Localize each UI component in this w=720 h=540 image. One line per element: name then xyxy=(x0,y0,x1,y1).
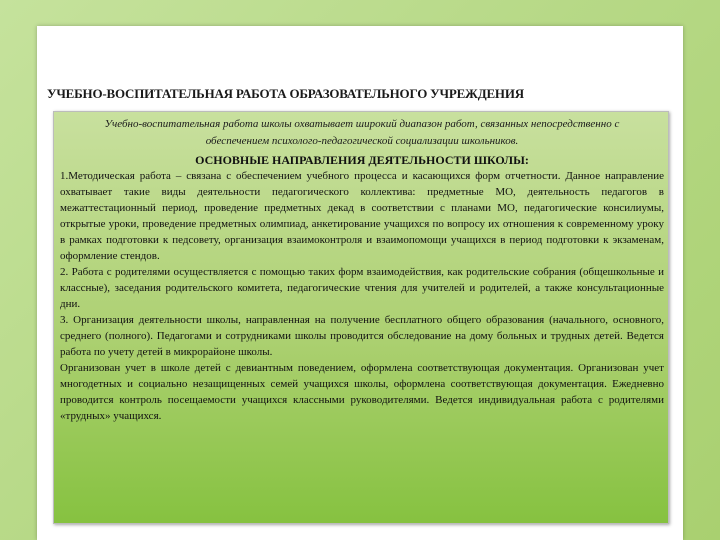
slide-title: УЧЕБНО-ВОСПИТАТЕЛЬНАЯ РАБОТА ОБРАЗОВАТЕЛЬНОГО УЧРЕЖДЕНИЯ xyxy=(47,86,524,101)
section-heading: ОСНОВНЫЕ НАПРАВЛЕНИЯ ДЕЯТЕЛЬНОСТИ ШКОЛЫ: xyxy=(195,153,529,167)
paragraph-school-organization: 3. Организация деятельности школы, направленная на получение бесплатного общего образования (начального, основного, среднего (полного). Педагогами и сотрудниками школы проводится обследование на дому больных и трудных детей. Ведется работа по учету детей в микрорайоне школы. xyxy=(60,314,664,358)
content-box xyxy=(53,111,669,524)
paragraph-student-accounting: Организован учет в школе детей с девиантным поведением, оформлена соответствующая документация. Организован учет многодетных и социально незащищенных семей учащихся школы, оформлена соответствующая документация. Ежедневно проводится контроль посещаемости учащихся классными руководителями. Ведется индивидуальная работа с родителями «трудных» учащихся. xyxy=(60,362,664,422)
paragraph-methodical-work: 1.Методическая работа – связана с обеспечением учебного процесса и касающихся форм отчетности. Данное направление охватывает такие виды деятельности педагогического коллектива: предметные МО, деятельность педагогов в межаттестационный период, проведение предметных декад в соответствии с планами МО, педагогические консилиумы, открытые уроки, проведение предметных олимпиад, анкетирование учащихся по вопросу их отношения к современному уроку в рамках подготовки к педсовету, организация взаимоконтроля и взаимопомощи учащихся в период подготовки к экзаменам, оформление стендов. xyxy=(60,170,664,262)
slide-card xyxy=(37,26,683,540)
body-text xyxy=(60,168,664,424)
intro-text: Учебно-воспитательная работа школы охватывает широкий диапазон работ, связанных непосредственно с обеспечением психолого-педагогической социализации школьников. xyxy=(104,118,620,147)
paragraph-parents-work: 2. Работа с родителями осуществляется с помощью таких форм взаимодействия, как родительские собрания (общешкольные и классные), заседания родительского комитета, педагогические чтения для учителей и родителей, а также консультационные дни. xyxy=(60,266,664,310)
